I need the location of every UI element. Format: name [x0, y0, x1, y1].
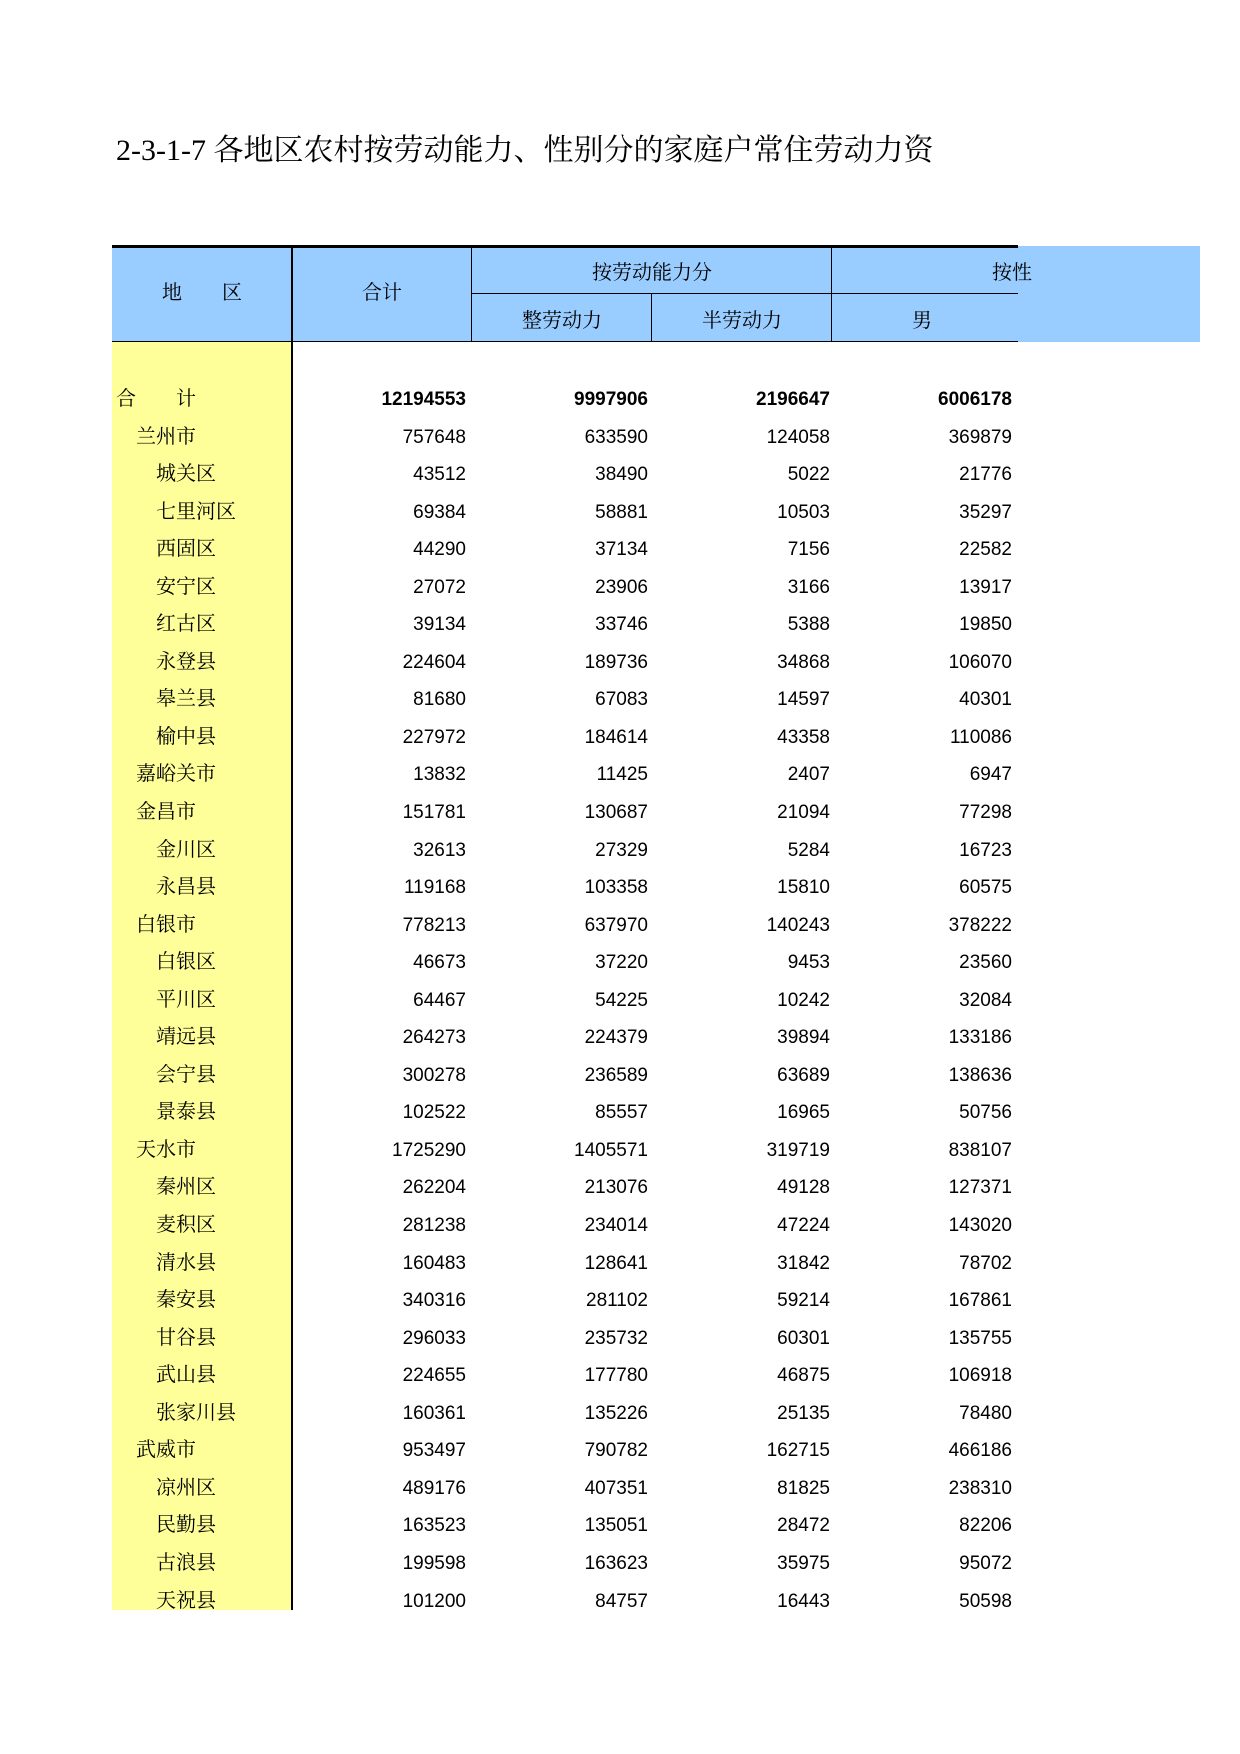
table-row	[112, 794, 1018, 832]
region-name: 清水县	[156, 1251, 216, 1274]
total-cell: 778213	[402, 914, 466, 936]
male-cell: 238310	[948, 1477, 1012, 1499]
region-name: 城关区	[156, 463, 216, 486]
region-name: 秦安县	[156, 1289, 216, 1312]
table-row	[112, 456, 1018, 494]
full-labor-cell: 633590	[584, 426, 648, 448]
total-cell: 264273	[402, 1027, 466, 1049]
header-region: 地 区	[162, 282, 242, 304]
region-name: 古浪县	[156, 1551, 216, 1574]
total-cell: 953497	[402, 1440, 466, 1462]
total-cell: 39134	[413, 614, 466, 636]
male-cell: 135755	[948, 1327, 1012, 1349]
male-cell: 13917	[959, 576, 1012, 598]
male-cell: 50598	[959, 1590, 1012, 1612]
half-labor-cell: 60301	[777, 1327, 830, 1349]
table-row	[112, 944, 1018, 982]
full-labor-cell: 11425	[596, 764, 648, 786]
full-labor-cell: 184614	[584, 726, 648, 748]
table-row	[112, 832, 1018, 870]
total-cell: 199598	[402, 1552, 466, 1574]
header-half-labor: 半劳动力	[702, 310, 782, 332]
table-header	[112, 246, 1032, 342]
region-name: 白银区	[156, 951, 216, 974]
half-labor-cell: 47224	[777, 1215, 830, 1237]
half-labor-cell: 63689	[777, 1064, 830, 1086]
full-labor-cell: 23906	[595, 576, 648, 598]
total-cell: 151781	[402, 802, 466, 824]
half-labor-cell: 35975	[777, 1552, 830, 1574]
full-labor-cell: 9997906	[574, 389, 648, 410]
header-divider	[472, 293, 1018, 294]
table-row	[112, 719, 1018, 757]
full-labor-cell: 27329	[595, 839, 648, 861]
region-name: 兰州市	[136, 425, 196, 448]
half-labor-cell: 10242	[777, 989, 830, 1011]
total-cell: 262204	[402, 1177, 466, 1199]
region-name: 景泰县	[156, 1101, 216, 1124]
table-row	[112, 1432, 1018, 1470]
male-cell: 378222	[948, 914, 1012, 936]
half-labor-cell: 124058	[766, 426, 830, 448]
full-labor-cell: 235732	[584, 1327, 648, 1349]
table-row	[112, 1169, 1018, 1207]
male-cell: 50756	[959, 1102, 1012, 1124]
full-labor-cell: 135226	[584, 1402, 648, 1424]
region-name: 七里河区	[156, 500, 236, 523]
total-cell: 46673	[413, 952, 466, 974]
full-labor-cell: 130687	[584, 802, 648, 824]
half-labor-cell: 59214	[777, 1290, 830, 1312]
male-cell: 78702	[959, 1252, 1012, 1274]
half-labor-cell: 140243	[766, 914, 830, 936]
table-row	[112, 1470, 1018, 1508]
table-row	[112, 1395, 1018, 1433]
half-labor-cell: 14597	[777, 689, 830, 711]
table-row	[112, 982, 1018, 1020]
full-labor-cell: 37134	[595, 539, 648, 561]
table-row	[112, 1132, 1018, 1170]
total-cell: 102522	[402, 1102, 466, 1124]
table-row	[112, 1057, 1018, 1095]
male-cell: 82206	[959, 1515, 1012, 1537]
half-labor-cell: 43358	[777, 726, 830, 748]
half-labor-cell: 31842	[777, 1252, 830, 1274]
full-labor-cell: 33746	[595, 614, 648, 636]
half-labor-cell: 34868	[777, 651, 830, 673]
total-cell: 296033	[402, 1327, 466, 1349]
header-total: 合计	[362, 282, 402, 304]
half-labor-cell: 81825	[777, 1477, 830, 1499]
male-cell: 21776	[959, 464, 1012, 486]
male-cell: 23560	[959, 952, 1012, 974]
half-labor-cell: 28472	[777, 1515, 830, 1537]
table-row	[112, 756, 1018, 794]
header-male: 男	[912, 310, 932, 332]
region-name: 白银市	[136, 913, 196, 936]
region-name: 金川区	[156, 838, 216, 861]
male-cell: 32084	[959, 989, 1012, 1011]
full-labor-cell: 163623	[584, 1552, 648, 1574]
half-labor-cell: 16443	[777, 1590, 830, 1612]
full-labor-cell: 790782	[584, 1440, 648, 1462]
header-divider	[831, 246, 832, 342]
male-cell: 22582	[959, 539, 1012, 561]
region-name: 秦州区	[156, 1176, 216, 1199]
half-labor-cell: 5388	[787, 614, 830, 636]
header-divider	[291, 246, 293, 342]
table-row	[112, 419, 1018, 457]
region-name: 皋兰县	[156, 688, 216, 711]
full-labor-cell: 37220	[595, 952, 648, 974]
full-labor-cell: 38490	[595, 464, 648, 486]
male-cell: 60575	[959, 877, 1012, 899]
table-body	[112, 381, 1018, 1620]
table-row	[112, 1207, 1018, 1245]
full-labor-cell: 1405571	[574, 1139, 648, 1161]
half-labor-cell: 21094	[777, 802, 830, 824]
full-labor-cell: 213076	[584, 1177, 648, 1199]
total-cell: 69384	[413, 501, 466, 523]
male-cell: 6947	[969, 764, 1012, 786]
male-cell: 40301	[959, 689, 1012, 711]
half-labor-cell: 5284	[787, 839, 830, 861]
table-row	[112, 1245, 1018, 1283]
full-labor-cell: 224379	[584, 1027, 648, 1049]
half-labor-cell: 9453	[787, 952, 830, 974]
full-labor-cell: 58881	[595, 501, 648, 523]
region-name: 靖远县	[156, 1026, 216, 1049]
total-cell: 340316	[402, 1290, 466, 1312]
total-cell: 43512	[413, 464, 466, 486]
male-cell: 133186	[948, 1027, 1012, 1049]
total-cell: 160483	[402, 1252, 466, 1274]
table-row	[112, 381, 1018, 419]
male-cell: 369879	[948, 426, 1012, 448]
table-row	[112, 907, 1018, 945]
male-cell: 6006178	[938, 389, 1012, 410]
header-divider	[471, 246, 472, 342]
table-row	[112, 494, 1018, 532]
region-name: 天水市	[136, 1138, 196, 1161]
full-labor-cell: 54225	[595, 989, 648, 1011]
total-cell: 227972	[402, 726, 466, 748]
header-by-ability: 按劳动能力分	[592, 262, 712, 284]
region-name: 安宁区	[156, 575, 216, 598]
half-labor-cell: 49128	[777, 1177, 830, 1199]
region-name: 武威市	[136, 1439, 196, 1462]
table-row	[112, 1357, 1018, 1395]
full-labor-cell: 103358	[584, 877, 648, 899]
table-row	[112, 1545, 1018, 1583]
full-labor-cell: 135051	[584, 1515, 648, 1537]
region-name: 榆中县	[156, 725, 216, 748]
total-cell: 13832	[413, 764, 466, 786]
table-row	[112, 1019, 1018, 1057]
male-cell: 127371	[948, 1177, 1012, 1199]
half-labor-cell: 15810	[777, 877, 830, 899]
region-name: 会宁县	[156, 1063, 216, 1086]
region-name: 金昌市	[136, 801, 196, 824]
total-cell: 119168	[404, 877, 466, 899]
total-cell: 101200	[402, 1590, 466, 1612]
male-cell: 838107	[948, 1139, 1012, 1161]
total-cell: 27072	[413, 576, 466, 598]
total-cell: 300278	[402, 1064, 466, 1086]
total-cell: 163523	[402, 1515, 466, 1537]
region-name: 合 计	[116, 388, 196, 410]
table-title: 2-3-1-7 各地区农村按劳动能力、性别分的家庭户常住劳动力资	[116, 134, 934, 167]
half-labor-cell: 2196647	[756, 389, 830, 410]
total-cell: 1725290	[392, 1139, 466, 1161]
male-cell: 35297	[959, 501, 1012, 523]
region-name: 武山县	[156, 1364, 216, 1387]
total-cell: 64467	[413, 989, 466, 1011]
total-cell: 160361	[402, 1402, 466, 1424]
region-name: 麦积区	[156, 1214, 216, 1237]
table-row	[112, 606, 1018, 644]
total-cell: 81680	[413, 689, 466, 711]
total-cell: 489176	[402, 1477, 466, 1499]
total-cell: 12194553	[381, 389, 466, 410]
full-labor-cell: 637970	[584, 914, 648, 936]
full-labor-cell: 407351	[584, 1477, 648, 1499]
half-labor-cell: 10503	[777, 501, 830, 523]
male-cell: 466186	[948, 1440, 1012, 1462]
half-labor-cell: 5022	[787, 464, 830, 486]
full-labor-cell: 177780	[584, 1365, 648, 1387]
region-name: 西固区	[156, 538, 216, 561]
table-row	[112, 1583, 1018, 1621]
region-name: 凉州区	[156, 1476, 216, 1499]
table-row	[112, 531, 1018, 569]
full-labor-cell: 189736	[584, 651, 648, 673]
table-row	[112, 869, 1018, 907]
table-row	[112, 644, 1018, 682]
full-labor-cell: 84757	[595, 1590, 648, 1612]
table-row	[112, 1320, 1018, 1358]
full-labor-cell: 281102	[586, 1290, 648, 1312]
region-name: 张家川县	[156, 1401, 236, 1424]
half-labor-cell: 25135	[777, 1402, 830, 1424]
male-cell: 106070	[948, 651, 1012, 673]
half-labor-cell: 162715	[766, 1440, 830, 1462]
half-labor-cell: 16965	[777, 1102, 830, 1124]
region-name: 天祝县	[156, 1589, 216, 1612]
half-labor-cell: 2407	[787, 764, 830, 786]
full-labor-cell: 128641	[584, 1252, 648, 1274]
region-name: 平川区	[156, 988, 216, 1011]
region-name: 甘谷县	[156, 1326, 216, 1349]
male-cell: 77298	[959, 802, 1012, 824]
male-cell: 106918	[948, 1365, 1012, 1387]
region-name: 永昌县	[156, 876, 216, 899]
region-name: 嘉峪关市	[136, 763, 216, 786]
half-labor-cell: 7156	[787, 539, 830, 561]
total-cell: 281238	[402, 1215, 466, 1237]
male-cell: 95072	[959, 1552, 1012, 1574]
full-labor-cell: 234014	[584, 1215, 648, 1237]
header-by-sex: 按性	[992, 262, 1032, 284]
region-name: 民勤县	[156, 1514, 216, 1537]
table-row	[112, 1094, 1018, 1132]
full-labor-cell: 236589	[584, 1064, 648, 1086]
male-cell: 19850	[959, 614, 1012, 636]
table-row	[112, 681, 1018, 719]
male-cell: 138636	[948, 1064, 1012, 1086]
region-name: 红古区	[156, 613, 216, 636]
half-labor-cell: 3166	[787, 576, 830, 598]
male-cell: 78480	[959, 1402, 1012, 1424]
table-row	[112, 1507, 1018, 1545]
half-labor-cell: 46875	[777, 1365, 830, 1387]
male-cell: 110086	[950, 726, 1012, 748]
male-cell: 167861	[948, 1290, 1012, 1312]
table-row	[112, 569, 1018, 607]
male-cell: 16723	[959, 839, 1012, 861]
table-row	[112, 1282, 1018, 1320]
total-cell: 224604	[402, 651, 466, 673]
total-cell: 224655	[402, 1365, 466, 1387]
full-labor-cell: 85557	[595, 1102, 648, 1124]
total-cell: 757648	[402, 426, 466, 448]
male-cell: 143020	[948, 1215, 1012, 1237]
header-full-labor: 整劳动力	[522, 310, 602, 332]
half-labor-cell: 39894	[777, 1027, 830, 1049]
total-cell: 32613	[413, 839, 466, 861]
header-divider	[651, 294, 652, 342]
region-name: 永登县	[156, 650, 216, 673]
total-cell: 44290	[413, 539, 466, 561]
half-labor-cell: 319719	[766, 1139, 830, 1161]
full-labor-cell: 67083	[595, 689, 648, 711]
